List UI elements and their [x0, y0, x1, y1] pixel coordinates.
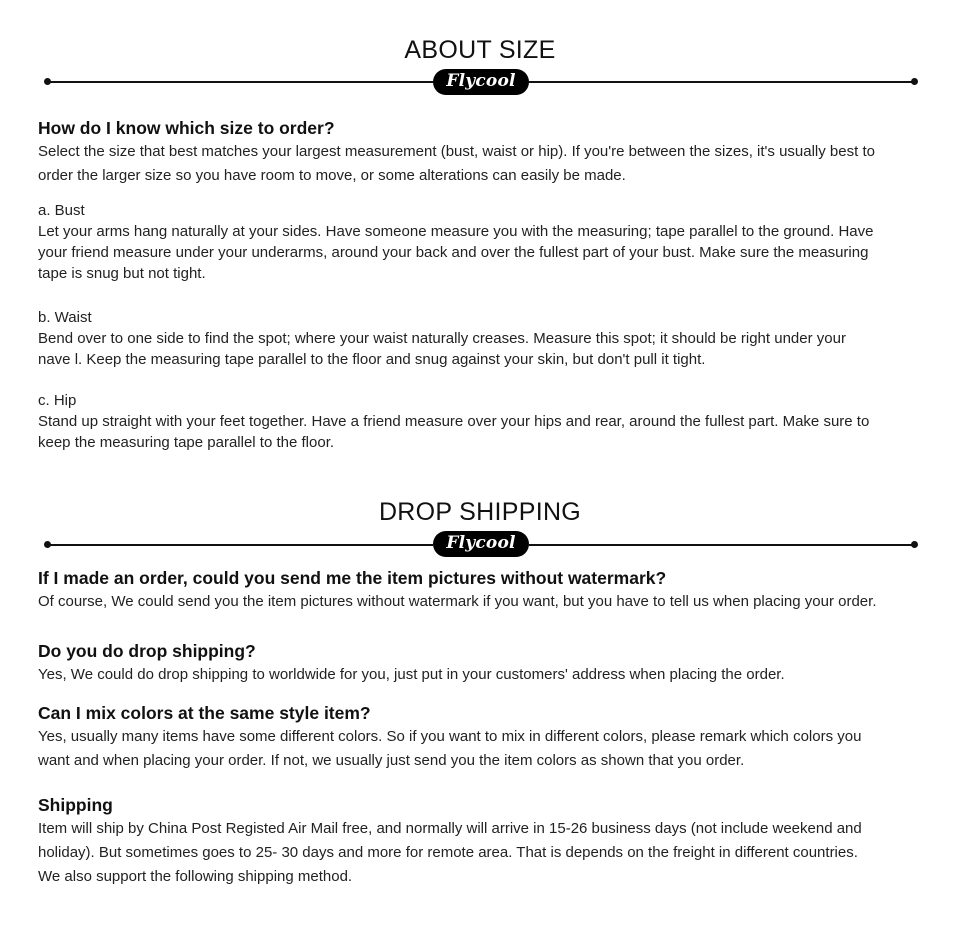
divider-right-line [529, 81, 914, 83]
divider-left-line [48, 81, 433, 83]
dropship-answer: Yes, We could do drop shipping to worldwide for you, just put in your customers' address when placing the order. [38, 666, 785, 683]
bust-line: tape is snug but not tight. [38, 265, 206, 282]
intro-line: order the larger size so you have room to move, or some alterations can easily be made. [38, 167, 626, 184]
shipping-line: holiday). But sometimes goes to 25- 30 days and more for remote area. That is depends on the freight in different countries. [38, 844, 858, 861]
mix-line: want and when placing your order. If not, we usually just send you the item colors as shown that you order. [38, 752, 745, 769]
hip-label: c. Hip [38, 392, 77, 409]
bust-line: Let your arms hang naturally at your sides. Have someone measure you with the measuring; tape parallel to the ground. Have [38, 223, 874, 240]
waist-label: b. Waist [38, 309, 92, 326]
dropship-question-heading: Do you do drop shipping? [38, 641, 256, 661]
shipping-line: We also support the following shipping method. [38, 868, 353, 885]
shipping-line: Item will ship by China Post Registed Air Mail free, and normally will arrive in 15-26 business days (not include weekend and [38, 820, 862, 837]
divider-left-line [48, 544, 433, 546]
hip-line: Stand up straight with your feet together. Have a friend measure over your hips and rear, around the fullest part. Make sure to [38, 413, 870, 430]
bust-label: a. Bust [38, 202, 85, 219]
watermark-question-heading: If I made an order, could you send me the item pictures without watermark? [38, 568, 667, 588]
divider-right-dot [911, 78, 918, 85]
bust-section [38, 200, 923, 284]
hip-section [38, 390, 923, 453]
size-question-heading: How do I know which size to order? [38, 118, 335, 138]
mix-colors-answer [38, 725, 923, 773]
hip-line: keep the measuring tape parallel to the floor. [38, 434, 335, 451]
watermark-answer: Of course, We could send you the item pictures without watermark if you want, but you have to tell us when placing your order. [38, 593, 877, 610]
mix-colors-question-heading: Can I mix colors at the same style item? [38, 703, 371, 723]
waist-line: Bend over to one side to find the spot; where your waist naturally creases. Measure this spot; it should be right under your [38, 330, 846, 347]
waist-line: nave l. Keep the measuring tape parallel to the floor and snug against your skin, but don't pull it tight. [38, 351, 706, 368]
flycool-badge-logo: Flycool [433, 531, 529, 557]
divider-right-dot [911, 541, 918, 548]
size-intro-paragraph [38, 140, 923, 188]
bust-line: your friend measure under your underarms, around your back and over the fullest part of your bust. Make sure the measuring [38, 244, 869, 261]
divider-right-line [529, 544, 914, 546]
shipping-answer [38, 817, 923, 889]
about-size-title: ABOUT SIZE [404, 36, 556, 64]
drop-shipping-title: DROP SHIPPING [378, 498, 582, 526]
mix-line: Yes, usually many items have some different colors. So if you want to mix in different colors, please remark which colors you [38, 728, 862, 745]
waist-section [38, 307, 923, 370]
shipping-heading: Shipping [38, 795, 113, 815]
intro-line: Select the size that best matches your largest measurement (bust, waist or hip). If you're between the sizes, it's usually best to [38, 143, 875, 160]
flycool-badge-logo: Flycool [433, 69, 529, 95]
